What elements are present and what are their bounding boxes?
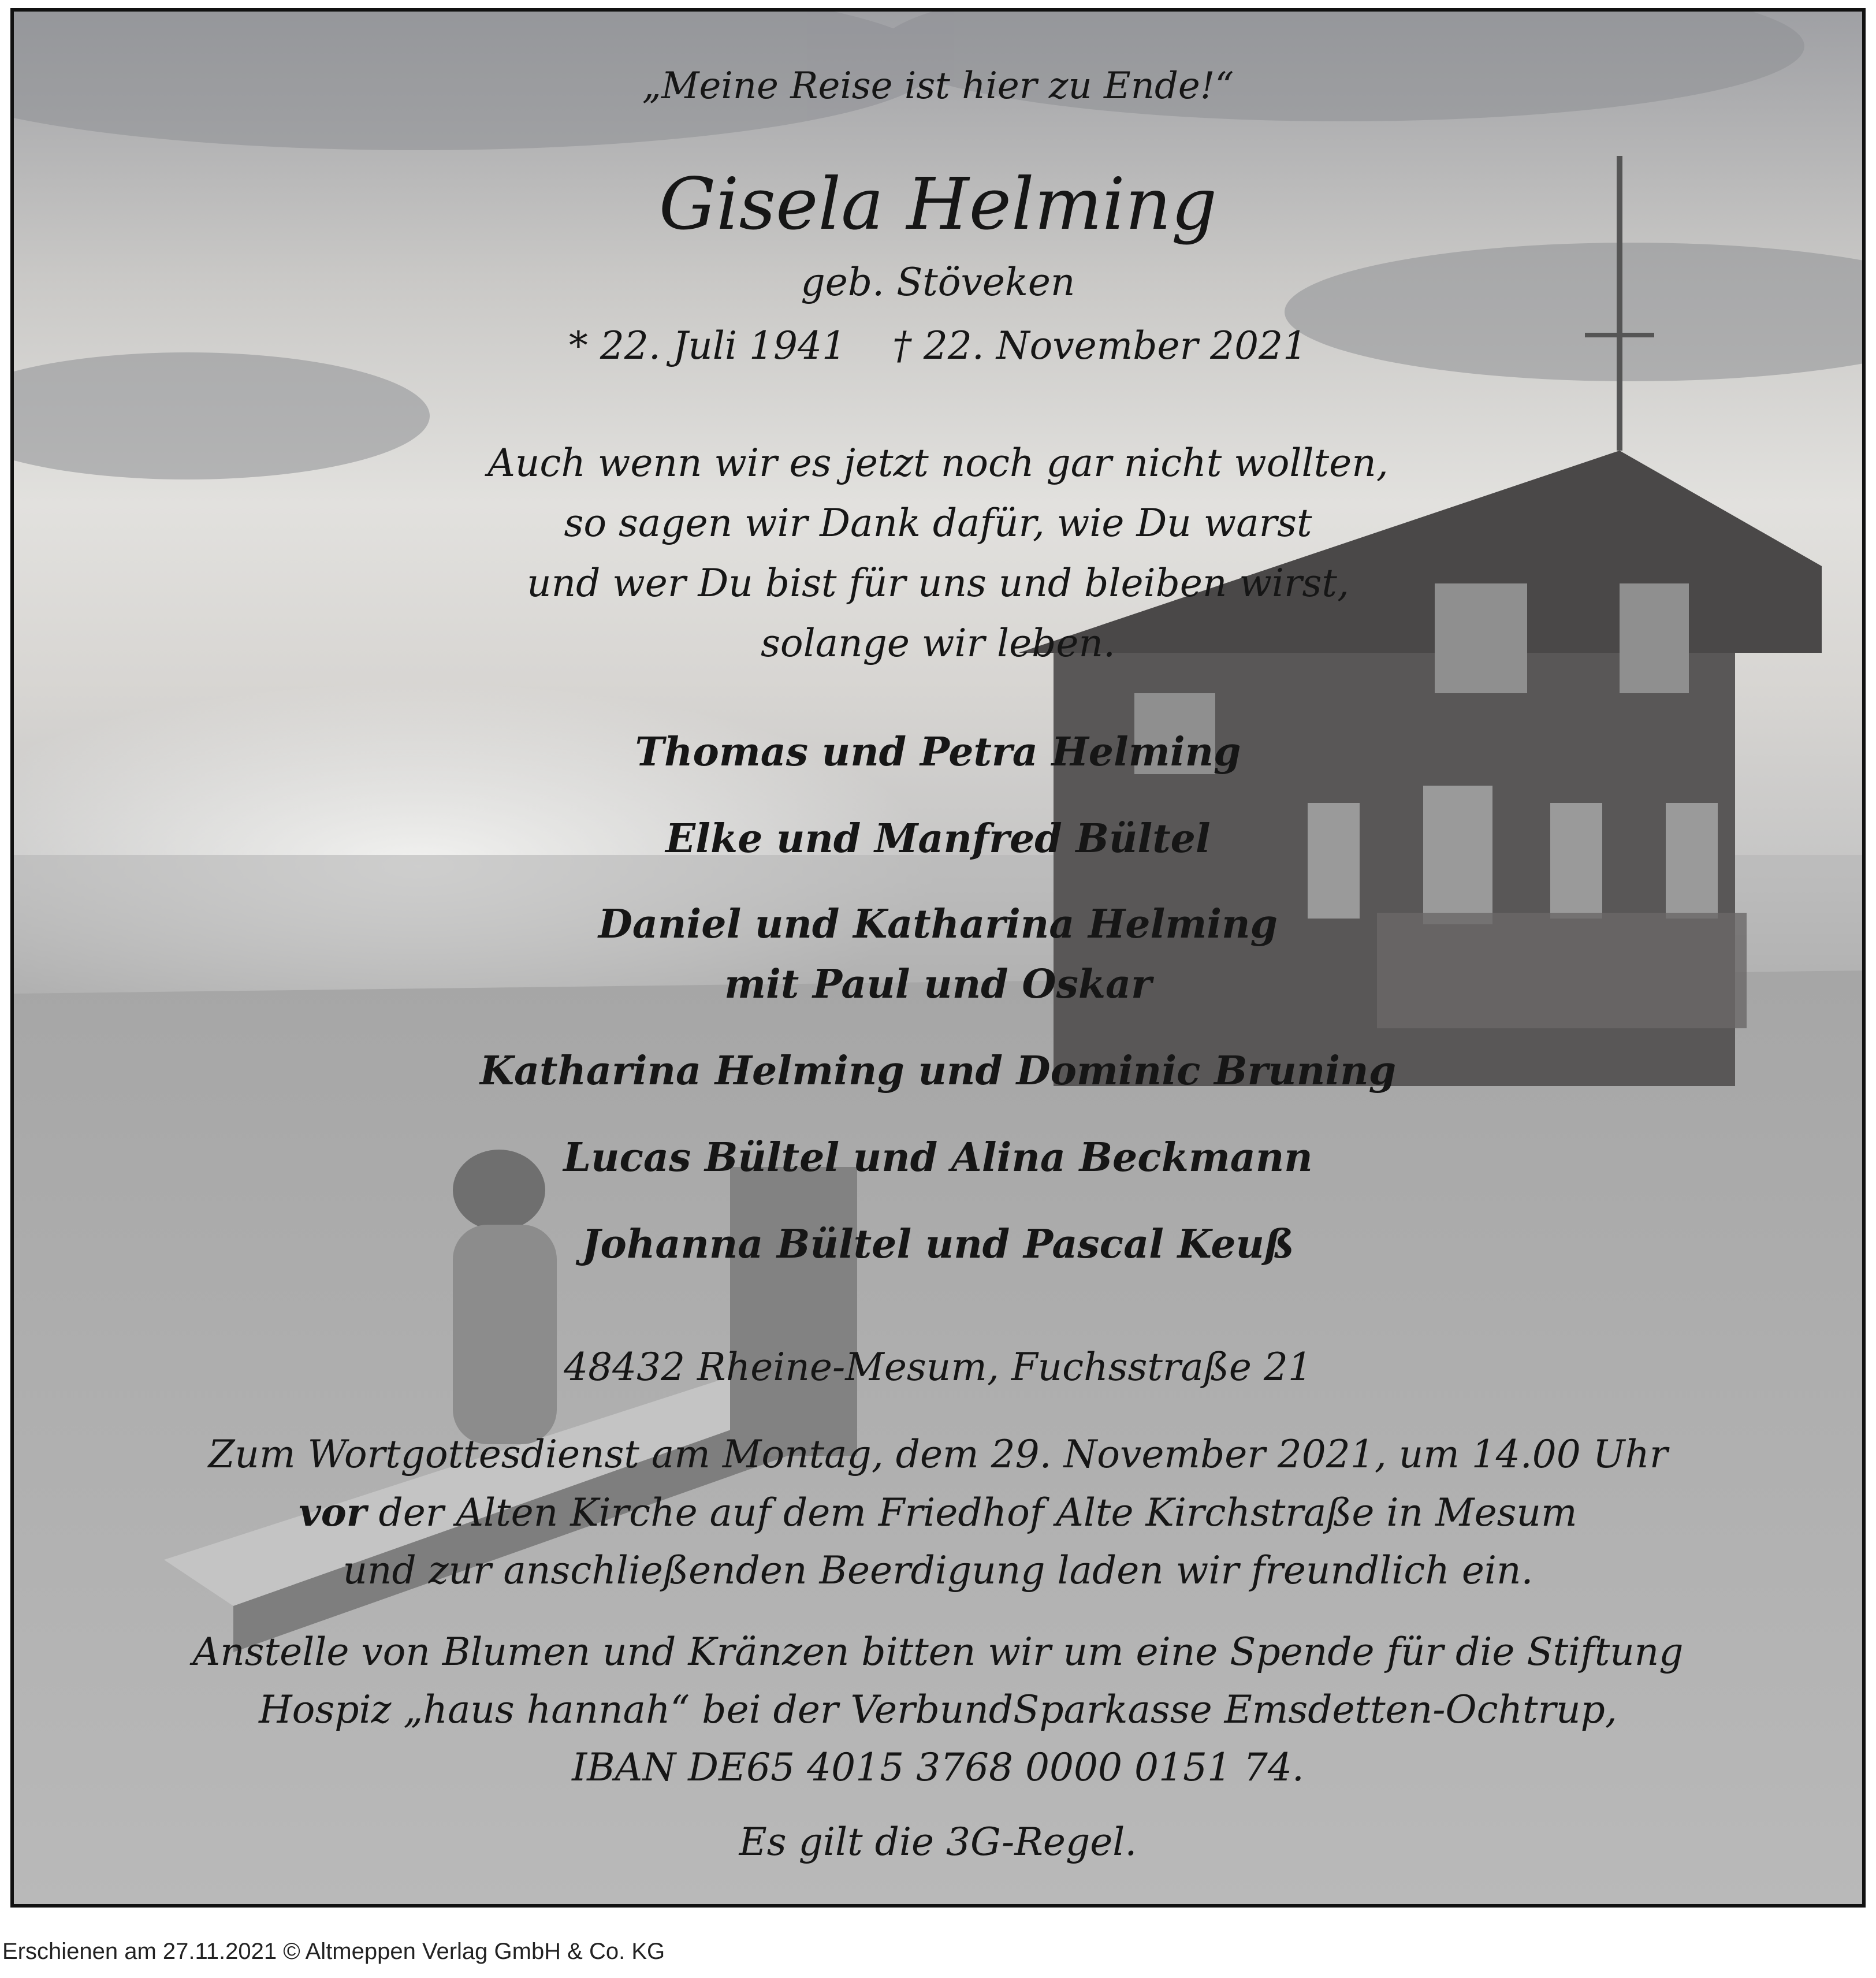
service-line: und zur anschließenden Beerdigung laden wir freundlich ein. [343, 1548, 1533, 1593]
donation-line: IBAN DE65 4015 3768 0000 0151 74. [572, 1745, 1304, 1790]
service-info [14, 1426, 1862, 1600]
family-member: Thomas und Petra Helming [635, 729, 1241, 775]
poem-line: Auch wenn wir es jetzt noch gar nicht wollten, [487, 441, 1389, 485]
family-member: Lucas Bültel und Alina Beckmann [563, 1135, 1313, 1181]
family-member: Elke und Manfred Bültel [665, 816, 1211, 862]
address: 48432 Rheine-Mesum, Fuchsstraße 21 [564, 1345, 1312, 1389]
3g-rule-note: Es gilt die 3G-Regel. [739, 1820, 1137, 1864]
deceased-name: Gisela Helming [658, 163, 1218, 246]
family-member: Daniel und Katharina Helming [598, 901, 1278, 947]
family-member: mit Paul und Oskar [724, 961, 1152, 1007]
maiden-name: geb. Stöveken [801, 260, 1075, 304]
service-line: Zum Wortgottesdienst am Montag, dem 29. November 2021, um 14.00 Uhr [208, 1432, 1668, 1477]
notice-text [14, 12, 1862, 1904]
life-dates [14, 324, 1862, 368]
poem-line: so sagen wir Dank dafür, wie Du warst [564, 501, 1312, 545]
quote: „Meine Reise ist hier zu Ende!“ [642, 65, 1234, 107]
family-member: Johanna Bültel und Pascal Keuß [582, 1221, 1294, 1267]
donation-line: Hospiz „haus hannah“ bei der VerbundSparkasse Emsdetten-Ochtrup, [259, 1687, 1617, 1732]
death-date: † 22. November 2021 [892, 324, 1308, 368]
service-line-rest: der Alten Kirche auf dem Friedhof Alte Kirchstraße in Mesum [366, 1490, 1577, 1535]
poem [14, 433, 1862, 674]
service-line [14, 1484, 1862, 1542]
donation-line: Anstelle von Blumen und Kränzen bitten wir um eine Spende für die Stiftung [192, 1630, 1684, 1674]
birth-date: * 22. Juli 1941 [568, 324, 846, 368]
publication-footer: Erschienen am 27.11.2021 © Altmeppen Verlag GmbH & Co. KG [2, 1939, 665, 1964]
family-member: Katharina Helming und Dominic Bruning [479, 1048, 1397, 1094]
donation-info [14, 1623, 1862, 1797]
poem-line: und wer Du bist für uns und bleiben wirst, [527, 561, 1349, 605]
poem-line: solange wir leben. [761, 621, 1115, 665]
service-emphasis: vor [299, 1490, 367, 1535]
obituary-notice [10, 8, 1866, 1908]
